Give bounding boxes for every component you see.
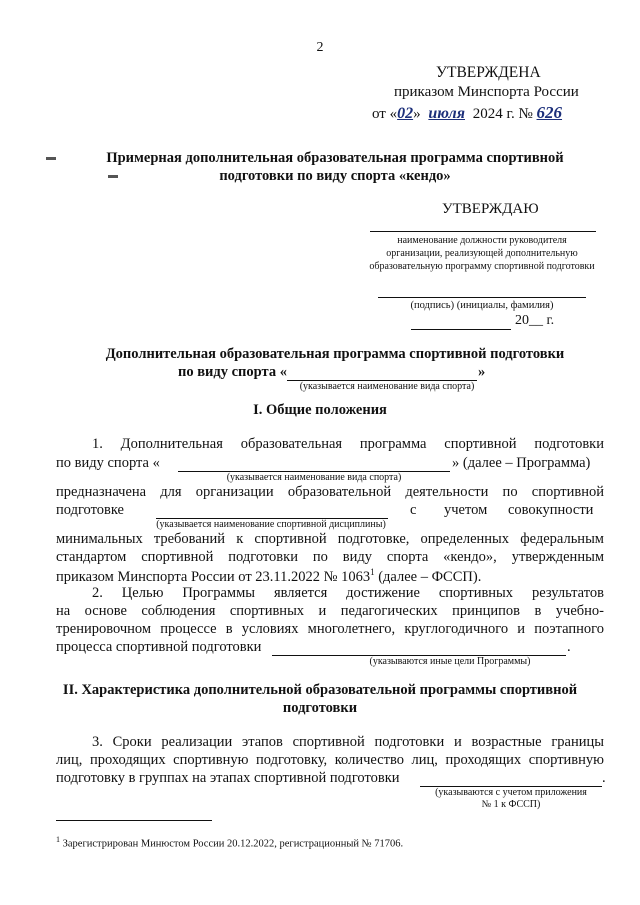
section2-heading-line1: II. Характеристика дополнительной образовательной программы спортивной (62, 682, 578, 698)
p3-caption-2: № 1 к ФССП) (481, 799, 541, 810)
p2-line3: тренировочном процессе в условиях многолетнего, круглогодичного и поэтапного (56, 621, 604, 637)
p3-caption-1: (указываются с учетом приложения (435, 787, 587, 798)
p1-line4-mid2: учетом (444, 502, 488, 518)
program-title-caption: (указывается наименование вида спорта) (299, 381, 475, 392)
doc-title-line2: подготовки по виду спорта «кендо» (219, 168, 451, 184)
date-month-handwritten: июля (428, 105, 465, 122)
footnote-separator (56, 820, 212, 821)
scan-mark: ▬ (46, 152, 56, 163)
p1-line4-mid1: с (410, 502, 417, 518)
date-day-handwritten: 02 (397, 105, 414, 122)
program-title-line1: Дополнительная образовательная программа спортивной подготовки (105, 346, 565, 362)
p1-line2-prefix: по виду спорта « (56, 455, 160, 471)
p1-line4-right: совокупности (508, 502, 594, 518)
p3-line3-suffix: . (602, 770, 606, 786)
p1-caption-sport: (указывается наименование вида спорта) (226, 472, 402, 483)
signature-caption: (подпись) (инициалы, фамилия) (410, 300, 554, 311)
footnote-text: Зарегистрирован Минюстом России 20.12.2022, регистрационный № 71706. (60, 838, 404, 850)
approval-order-line: приказом Минспорта России (394, 84, 579, 100)
p2-line1: 2. Целью Программы является достижение спортивных результатов (92, 585, 604, 601)
p2-line4-prefix: процесса спортивной подготовки (56, 639, 262, 655)
p3-line1: 3. Сроки реализации этапов спортивной подготовки и возрастные границы (92, 734, 604, 750)
date-mid: » (413, 106, 421, 122)
p2-line4-suffix: . (567, 639, 571, 655)
scan-mark: ▬ (108, 170, 118, 181)
doc-title-line1: Примерная дополнительная образовательная программа спортивной (106, 150, 564, 166)
date-prefix: от « (372, 106, 398, 122)
page-number: 2 (316, 40, 324, 55)
approve-heading: УТВЕРЖДАЮ (442, 201, 539, 217)
program-title-line2-prefix: по виду спорта « (178, 364, 287, 380)
signature-line (378, 297, 586, 298)
p3-line3-prefix: подготовку в группах на этапах спортивной подготовки (56, 770, 400, 786)
position-caption-2: организации, реализующей дополнительную (386, 248, 578, 259)
p1-line4-left: подготовке (56, 502, 124, 518)
p1-caption-discipline: (указывается наименование спортивной дисциплины) (156, 519, 386, 530)
p1-line7-prefix: приказом Минспорта России от 23.11.2022 № 1063 (56, 568, 371, 585)
footnote-number: 1 (56, 835, 60, 844)
program-title-line2-suffix: » (478, 364, 486, 380)
position-caption-1: наименование должности руководителя (397, 235, 567, 246)
position-line (370, 231, 596, 232)
p1-line6: стандартом спортивной подготовки по виду спорта «кендо», утвержденным (56, 549, 604, 565)
p1-line7-suffix: (далее – ФССП). (374, 568, 482, 585)
position-caption-3: образовательную программу спортивной подготовки (369, 261, 595, 272)
p1-line1: 1. Дополнительная образовательная программа спортивной подготовки (92, 436, 604, 452)
p1-line5: минимальных требований к спортивной подготовке, определенных федеральным (56, 531, 604, 547)
p2-line2: на основе соблюдения спортивных и педагогических принципов в учебно- (56, 603, 604, 619)
approval-date-line (372, 103, 562, 123)
p3-line2: лиц, проходящих спортивную подготовку, количество лиц, проходящих спортивную (56, 752, 604, 768)
date-blank-line (411, 329, 511, 330)
footnote (56, 835, 403, 850)
section2-heading-line2: подготовки (282, 700, 358, 716)
section1-heading: I. Общие положения (253, 402, 387, 418)
date-year: 2024 г. № (472, 106, 533, 122)
footnote-ref[interactable]: 1 (370, 567, 375, 577)
order-number-handwritten: 626 (536, 103, 563, 122)
p1-line7 (56, 567, 481, 586)
approval-heading: УТВЕРЖДЕНА (436, 64, 541, 81)
p1-line3: предназначена для организации образовательной деятельности по спортивной (56, 484, 604, 500)
p2-caption: (указываются иные цели Программы) (369, 656, 531, 667)
p1-line2-suffix: » (далее – Программа) (452, 455, 591, 471)
year-suffix: 20__ г. (515, 313, 555, 328)
